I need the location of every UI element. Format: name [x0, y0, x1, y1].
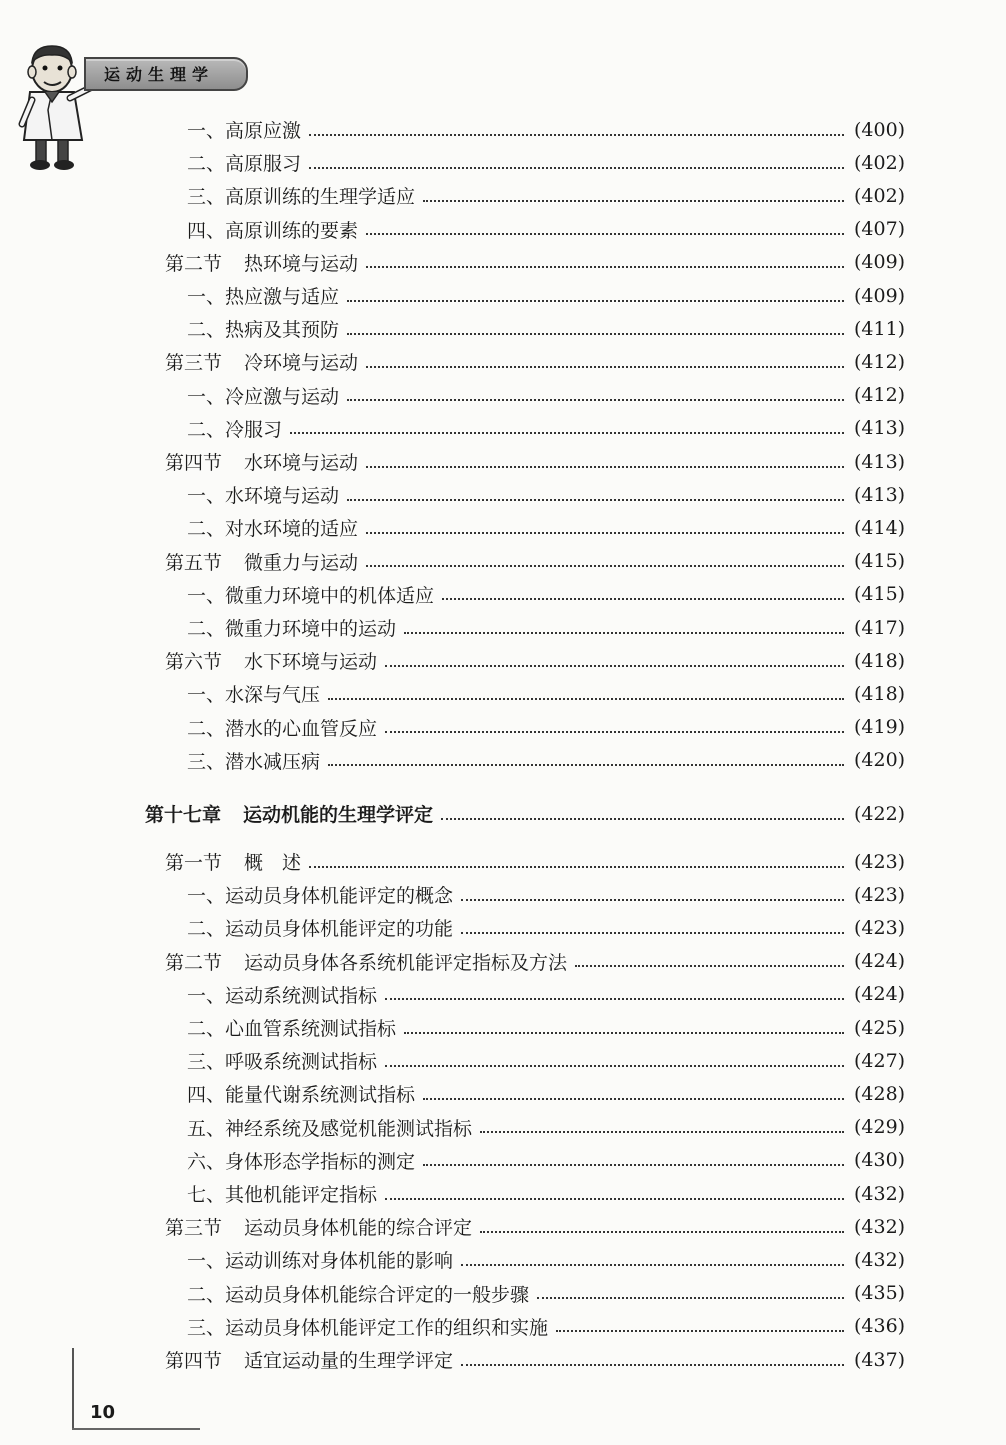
dot-leader: [461, 1262, 844, 1266]
dot-leader: [556, 1328, 844, 1332]
toc-entry-title: [187, 1014, 396, 1041]
toc-subsection-entry: [187, 611, 906, 644]
dot-leader: [442, 596, 844, 600]
toc-entry-label: 概 述: [244, 852, 302, 874]
toc-entry-title: [187, 216, 358, 243]
toc-subsection-entry: [187, 113, 906, 146]
dot-leader: [461, 1362, 844, 1366]
toc-subsection-entry: [187, 1111, 906, 1144]
toc-page-number: (402): [854, 184, 906, 207]
toc-entry-title: [187, 415, 282, 442]
toc-subsection-entry: [187, 1144, 906, 1177]
toc-section-entry: [165, 845, 906, 878]
toc-entry-title: [165, 647, 377, 674]
dot-leader: [347, 298, 844, 302]
toc-page-number: (432): [854, 1248, 906, 1271]
toc-entry-number: 第四节: [165, 1350, 223, 1372]
toc-entry-title: [187, 881, 453, 908]
dot-leader: [423, 1162, 844, 1166]
toc-entry-label: 五、神经系统及感觉机能测试指标: [187, 1117, 473, 1140]
toc-section-entry: [165, 945, 906, 978]
toc-entry-title: [187, 182, 415, 209]
toc-entry-title: [187, 581, 434, 608]
dot-leader: [385, 1063, 844, 1067]
dot-leader: [461, 930, 844, 934]
toc-subsection-entry: [187, 878, 906, 911]
toc-entry-label: 冷环境与运动: [244, 352, 359, 375]
toc-entry-label: 一、运动系统测试指标: [187, 984, 378, 1007]
dot-leader: [366, 563, 844, 567]
toc-entry-title: [187, 680, 320, 707]
toc-entry-label: 四、高原训练的要素: [187, 219, 359, 242]
toc-page-number: (418): [854, 649, 906, 672]
toc-page-number: (427): [854, 1049, 906, 1072]
toc-section-entry: [165, 1343, 906, 1376]
toc-entry-label: 三、潜水减压病: [187, 750, 321, 773]
dot-leader: [423, 198, 844, 202]
toc-entry-title: [187, 614, 396, 641]
toc-entry-label: 二、心血管系统测试指标: [187, 1018, 397, 1040]
toc-entry-label: 运动员身体机能的综合评定: [244, 1217, 473, 1240]
toc-page-number: (409): [854, 284, 906, 307]
toc-entry-label: 一、高原应激: [187, 120, 302, 142]
dot-leader: [480, 1129, 844, 1133]
toc-entry-title: [187, 514, 358, 541]
toc-entry-title: [187, 1246, 453, 1273]
toc-subsection-entry: [187, 412, 906, 445]
toc-entry-number: 第四节: [165, 452, 223, 474]
toc-section-entry: [165, 545, 906, 578]
toc-entry-title: [165, 249, 358, 276]
toc-entry-label: 三、呼吸系统测试指标: [187, 1051, 378, 1074]
toc-entry-title: [187, 315, 339, 342]
toc-entry-label: 四、能量代谢系统测试指标: [187, 1084, 416, 1107]
dot-leader: [366, 530, 844, 534]
toc-entry-number: 第二节: [165, 951, 223, 974]
toc-entry-title: [187, 382, 339, 409]
page-number: 10: [90, 1402, 116, 1423]
dot-leader: [366, 264, 844, 268]
dot-leader: [404, 1030, 844, 1034]
dot-leader: [328, 762, 844, 766]
toc-entry-label: 二、运动员身体机能评定的功能: [187, 918, 454, 941]
toc-section-entry: [165, 445, 906, 478]
toc-page-number: (423): [854, 916, 906, 939]
toc-entry-label: 运动员身体各系统机能评定指标及方法: [244, 951, 568, 974]
toc-page-number: (436): [854, 1315, 906, 1338]
toc-entry-label: 二、热病及其预防: [187, 319, 340, 342]
toc-subsection-entry: [187, 179, 906, 212]
toc-subsection-entry: [187, 1044, 906, 1077]
toc-page-number: (425): [854, 1016, 906, 1039]
dot-leader: [309, 864, 844, 868]
toc-subsection-entry: [187, 1243, 906, 1276]
toc-page-number: (432): [854, 1182, 906, 1205]
toc-subsection-entry: [187, 1310, 906, 1343]
toc-subsection-entry: [187, 511, 906, 544]
dot-leader: [347, 331, 844, 335]
toc-entry-title: [145, 800, 433, 827]
dot-leader: [309, 165, 844, 169]
dot-leader: [423, 1096, 844, 1100]
toc-page-number: (420): [854, 749, 906, 772]
toc-page-number: (407): [854, 218, 906, 241]
toc-entry-title: [187, 1114, 472, 1141]
toc-page-number: (419): [854, 716, 906, 739]
toc-page-number: (415): [854, 550, 906, 573]
book-title-banner: [84, 57, 248, 91]
toc-page-number: (414): [854, 516, 906, 539]
toc-entry-title: [165, 1346, 453, 1373]
toc-page-number: (430): [854, 1149, 906, 1172]
toc-entry-title: [187, 914, 453, 941]
toc-subsection-entry: [187, 744, 906, 777]
toc-subsection-entry: [187, 677, 906, 710]
toc-page-number: (413): [854, 483, 906, 506]
toc-section-entry: [165, 345, 906, 378]
footer-vertical-rule: [72, 1348, 74, 1428]
toc-subsection-entry: [187, 711, 906, 744]
toc-entry-title: [165, 348, 358, 375]
toc-entry-label: 适宜运动量的生理学评定: [244, 1350, 454, 1372]
toc-subsection-entry: [187, 312, 906, 345]
toc-page-number: (400): [854, 118, 906, 141]
toc-entry-label: 微重力与运动: [244, 551, 359, 574]
toc-page-number: (424): [854, 950, 906, 973]
toc-subsection-entry: [187, 478, 906, 511]
toc-entry-title: [187, 981, 377, 1008]
dot-leader: [347, 397, 844, 401]
toc-page-number: (424): [854, 983, 906, 1006]
toc-entry-title: [187, 282, 339, 309]
toc-entry-label: 六、身体形态学指标的测定: [187, 1150, 416, 1173]
toc-entry-number: 第十七章: [145, 804, 222, 826]
toc-entry-number: 第六节: [165, 651, 223, 674]
toc-page-number: (409): [854, 251, 906, 274]
dot-leader: [385, 663, 844, 667]
toc-subsection-entry: [187, 379, 906, 412]
toc-entry-label: 一、运动训练对身体机能的影响: [187, 1250, 454, 1273]
toc-entry-title: [187, 1280, 529, 1307]
toc-entry-label: 水环境与运动: [244, 452, 359, 474]
toc-entry-label: 三、高原训练的生理学适应: [187, 186, 416, 209]
toc-page-number: (435): [854, 1282, 906, 1305]
toc-entry-label: 一、水深与气压: [187, 684, 321, 707]
toc-subsection-entry: [187, 911, 906, 944]
toc-page-number: (418): [854, 682, 906, 705]
toc-entry-title: [187, 481, 339, 508]
toc-entry-title: [165, 948, 567, 975]
toc-entry-title: [187, 714, 377, 741]
toc-entry-title: [187, 1313, 548, 1340]
toc-entry-title: [187, 1047, 377, 1074]
toc-entry-title: [187, 747, 320, 774]
book-title: 运动生理学: [104, 65, 215, 84]
toc-entry-title: [165, 1213, 472, 1240]
toc-subsection-entry: [187, 213, 906, 246]
toc-page-number: (402): [854, 151, 906, 174]
toc-subsection-entry: [187, 978, 906, 1011]
footer-horizontal-rule: [72, 1428, 200, 1430]
toc-subsection-entry: [187, 1077, 906, 1110]
dot-leader: [290, 430, 844, 434]
toc-entry-title: [165, 848, 301, 875]
toc-page-number: (413): [854, 450, 906, 473]
toc-entry-label: 二、潜水的心血管反应: [187, 717, 378, 740]
toc-section-entry: [165, 644, 906, 677]
dot-leader: [441, 816, 844, 820]
toc-chapter-entry: [145, 797, 906, 830]
toc-entry-label: 二、对水环境的适应: [187, 518, 359, 541]
toc-page-number: (413): [854, 417, 906, 440]
dot-leader: [461, 897, 844, 901]
toc-subsection-entry: [187, 578, 906, 611]
dot-leader: [385, 729, 844, 733]
toc-entry-label: 热环境与运动: [244, 252, 359, 275]
toc-entry-label: 水下环境与运动: [244, 651, 378, 674]
toc-entry-title: [165, 548, 358, 575]
toc-entry-title: [187, 1080, 415, 1107]
toc-entry-label: 二、冷服习: [187, 418, 283, 441]
toc-entry-label: 二、高原服习: [187, 153, 302, 176]
toc-entry-title: [187, 1147, 415, 1174]
toc-entry-label: 七、其他机能评定指标: [187, 1184, 378, 1206]
toc-page-number: (423): [854, 883, 906, 906]
dot-leader: [575, 963, 844, 967]
toc-entry-title: [187, 116, 301, 143]
toc-page-number: (412): [854, 384, 906, 407]
toc-entry-label: 运动机能的生理学评定: [243, 804, 434, 826]
toc-page-number: (411): [854, 317, 906, 340]
toc-subsection-entry: [187, 279, 906, 312]
toc-entry-number: 第一节: [165, 852, 223, 874]
dot-leader: [309, 132, 844, 136]
dot-leader: [404, 630, 844, 634]
toc-entry-number: 第三节: [165, 352, 223, 375]
toc-entry-title: [187, 1180, 377, 1207]
dot-leader: [366, 364, 844, 368]
toc-entry-title: [165, 448, 358, 475]
dot-leader: [366, 231, 844, 235]
dot-leader: [385, 996, 844, 1000]
dot-leader: [366, 464, 844, 468]
toc-subsection-entry: [187, 1177, 906, 1210]
dot-leader: [480, 1229, 844, 1233]
toc-page-number: (423): [854, 850, 906, 873]
toc-section-entry: [165, 1210, 906, 1243]
toc-entry-title: [187, 149, 301, 176]
toc-entry-label: 一、热应激与适应: [187, 286, 340, 308]
toc-page-number: (432): [854, 1215, 906, 1238]
toc-page-number: (412): [854, 350, 906, 373]
dot-leader: [328, 696, 844, 700]
toc-subsection-entry: [187, 1277, 906, 1310]
toc-page-number: (437): [854, 1348, 906, 1371]
dot-leader: [385, 1196, 844, 1200]
toc-page-number: (415): [854, 583, 906, 606]
toc-page-number: (428): [854, 1082, 906, 1105]
toc-entry-label: 一、微重力环境中的机体适应: [187, 584, 435, 607]
toc-page-number: (429): [854, 1116, 906, 1139]
toc-page-number: (417): [854, 616, 906, 639]
toc-entry-number: 第三节: [165, 1217, 223, 1240]
toc-entry-label: 一、运动员身体机能评定的概念: [187, 885, 454, 908]
dot-leader: [347, 497, 844, 501]
toc-entry-label: 一、冷应激与运动: [187, 385, 340, 408]
toc-entry-label: 二、运动员身体机能综合评定的一般步骤: [187, 1283, 530, 1306]
toc-section-entry: [165, 246, 906, 279]
toc-subsection-entry: [187, 1011, 906, 1044]
toc-entry-label: 二、微重力环境中的运动: [187, 618, 397, 640]
toc-subsection-entry: [187, 146, 906, 179]
dot-leader: [537, 1295, 844, 1299]
toc-entry-number: 第五节: [165, 551, 223, 574]
toc-page-number: (422): [854, 802, 906, 825]
toc-entry-number: 第二节: [165, 252, 223, 275]
toc-entry-label: 一、水环境与运动: [187, 485, 340, 508]
toc-entry-label: 三、运动员身体机能评定工作的组织和实施: [187, 1316, 549, 1339]
